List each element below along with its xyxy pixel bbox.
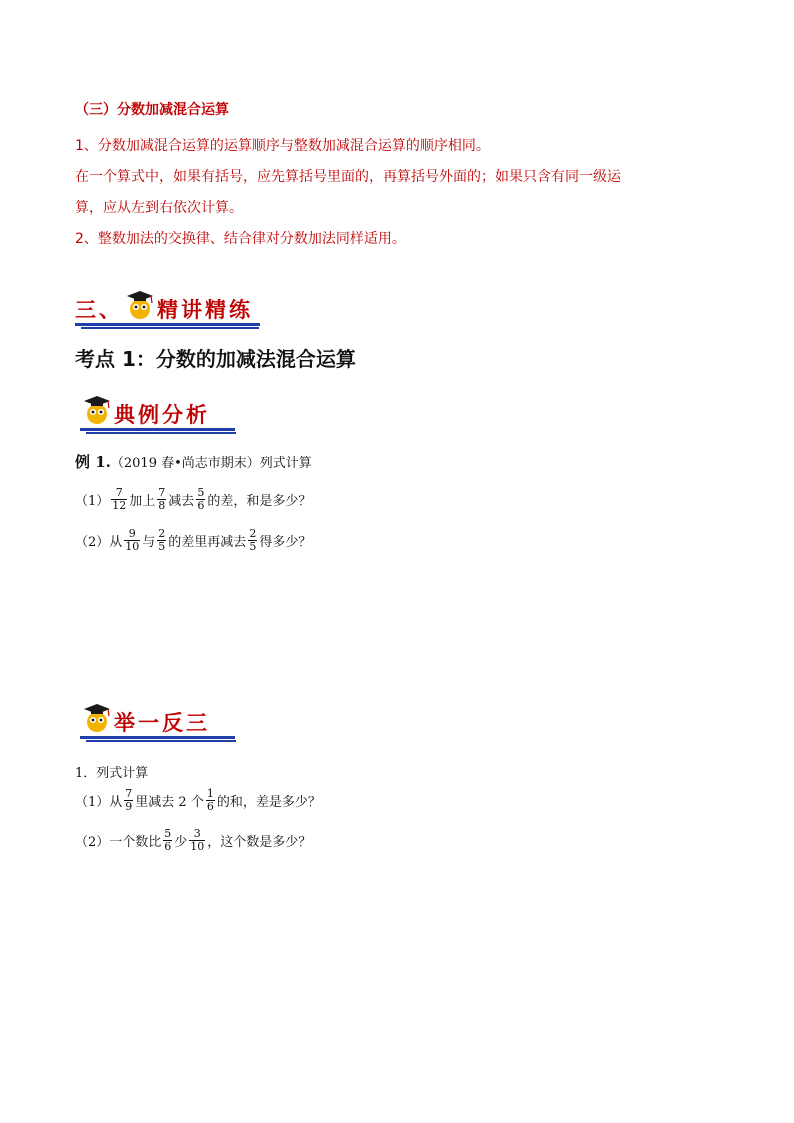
exercise-heading: 1．列式计算 — [75, 766, 149, 781]
question-label: （1）从 — [75, 794, 123, 810]
fraction: $\frac{5}{6}$ — [164, 827, 172, 853]
fraction: $\frac{9}{10}$ — [125, 527, 140, 553]
question-label: （2）一个数比 — [75, 834, 162, 850]
banner-jingjiang — [75, 288, 253, 320]
rule-line-2: 在一个算式中，如果有括号，应先算括号里面的，再算括号外面的；如果只含有同一级运 — [75, 169, 621, 185]
question-text: 的差里再减去 — [168, 534, 247, 550]
owl-mascot-icon — [82, 701, 112, 733]
example-source: （2019 春•尚志市期末）列式计算 — [110, 456, 312, 471]
banner-title: 精讲精练 — [157, 297, 253, 322]
owl-mascot-icon — [125, 288, 155, 320]
fraction: $\frac{2}{5}$ — [249, 527, 257, 553]
banner-underline-2 — [86, 740, 236, 742]
question-text: 的差，和是多少？ — [207, 493, 312, 509]
banner-underline-2 — [86, 432, 236, 434]
question-text: 加上 — [129, 493, 156, 509]
fraction: $\frac{3}{10}$ — [190, 827, 205, 853]
example-question-2 — [75, 528, 311, 552]
question-text: 减去 — [168, 493, 195, 509]
fraction: $\frac{7}{12}$ — [112, 486, 127, 512]
rule-line-3: 算，应从左到右依次计算。 — [75, 200, 243, 216]
rule-line-1: 1、分数加减混合运算的运算顺序与整数加减混合运算的顺序相同。 — [75, 138, 490, 154]
banner-underline — [75, 323, 260, 326]
exercise-question-1 — [75, 788, 321, 812]
exercise-question-2 — [75, 828, 311, 852]
example-lead: 例 1. — [75, 453, 111, 471]
rule-line-4: 2、整数加法的交换律、结合律对分数加法同样适用。 — [75, 231, 406, 247]
question-text: 得多少？ — [259, 534, 312, 550]
fraction: $\frac{7}{9}$ — [125, 787, 133, 813]
banner-dianli — [80, 393, 210, 425]
section-heading: （三）分数加减混合运算 — [75, 102, 229, 118]
question-text: 里减去 2 个 — [135, 794, 204, 810]
banner-underline-2 — [81, 327, 259, 329]
fraction: $\frac{5}{6}$ — [197, 486, 205, 512]
banner-juyifansan — [80, 701, 210, 733]
banner-title: 典例分析 — [114, 402, 210, 427]
topic-heading: 考点 1：分数的加减法混合运算 — [75, 347, 356, 371]
example-question-1 — [75, 487, 311, 511]
question-label: （2）从 — [75, 534, 123, 550]
fraction: $\frac{1}{6}$ — [206, 787, 214, 813]
question-text: 少 — [174, 834, 188, 850]
banner-underline — [80, 428, 235, 431]
banner-underline — [80, 736, 235, 739]
fraction: $\frac{2}{5}$ — [158, 527, 166, 553]
question-text: 的和，差是多少？ — [216, 794, 321, 810]
fraction: $\frac{7}{8}$ — [158, 486, 166, 512]
question-text: 与 — [142, 534, 156, 550]
banner-prefix: 三、 — [75, 297, 123, 322]
question-text: ，这个数是多少？ — [207, 834, 312, 850]
question-label: （1） — [75, 493, 110, 509]
banner-title: 举一反三 — [114, 710, 210, 735]
owl-mascot-icon — [82, 393, 112, 425]
example-title — [75, 451, 312, 472]
